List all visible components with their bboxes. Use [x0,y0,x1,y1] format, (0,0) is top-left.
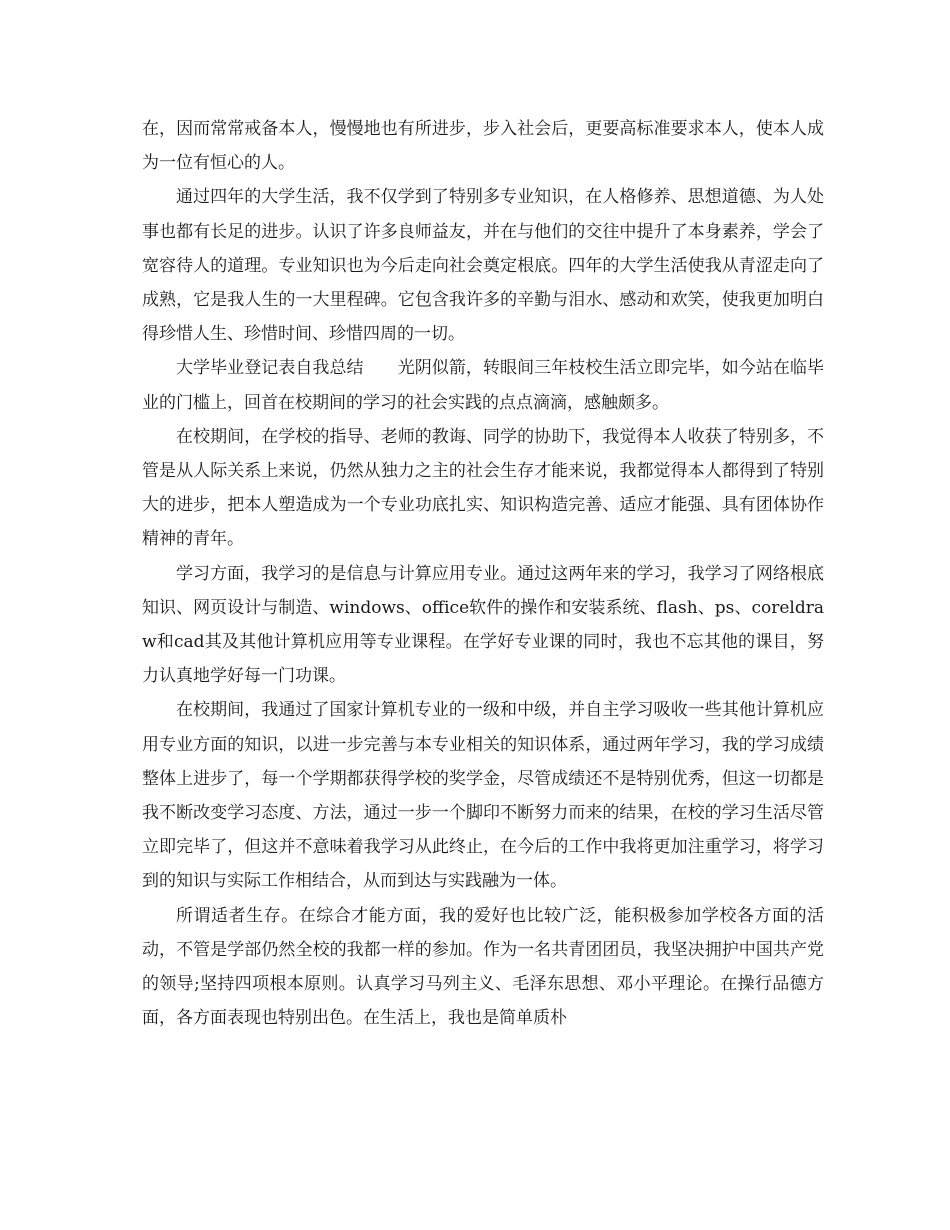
paragraph-4: 在校期间，在学校的指导、老师的教诲、同学的协助下，我觉得本人收获了特别多，不管是从人际关系上来说，仍然从独力之主的社会生存才能来说，我都觉得本人都得到了特别大的进步，把本人塑造成为一个专业功底扎实、知识构造完善、适应才能强、具有团体协作精神的青年。 [142,426,824,550]
paragraph-1: 在，因而常常戒备本人，慢慢地也有所进步，步入社会后，更要高标准要求本人，使本人成为一位有恒心的人。 [142,119,824,174]
document-body [142,112,824,1035]
paragraph-7: 所谓适者生存。在综合才能方面，我的爱好也比较广泛，能积极参加学校各方面的活动，不管是学部仍然全校的我都一样的参加。作为一名共青团团员，我坚决拥护中国共产党的领导;坚持四项根本原则。认真学习马列主义、毛泽东思想、邓小平理论。在操行品德方面，各方面表现也特别出色。在生活上，我也是简单质朴 [142,905,824,1029]
paragraph-2: 通过四年的大学生活，我不仅学到了特别多专业知识，在人格修养、思想道德、为人处事也都有长足的进步。认识了许多良师益友，并在与他们的交往中提升了本身素养，学会了宽容待人的道理。专业知识也为今后走向社会奠定根底。四年的大学生活使我从青涩走向了成熟，它是我人生的一大里程碑。它包含我许多的辛勤与泪水、感动和欢笑，使我更加明白得珍惜人生、珍惜时间、珍惜四周的一切。 [142,187,824,345]
paragraph-3: 大学毕业登记表自我总结 光阴似箭，转眼间三年枝校生活立即完毕，如今站在临毕业的门槛上，回首在校期间的学习的社会实践的点点滴滴，感触颇多。 [142,358,824,413]
paragraph-5: 学习方面，我学习的是信息与计算应用专业。通过这两年来的学习，我学习了网络根底知识、网页设计与制造、windows、office软件的操作和安装系统、flash、ps、coreldraw和cad其及其他计算机应用等专业课程。在学好专业课的同时，我也不忘其他的课目，努力认真地学好每一门功课。 [142,563,824,687]
paragraph-6: 在校期间，我通过了国家计算机专业的一级和中级，并自主学习吸收一些其他计算机应用专业方面的知识，以进一步完善与本专业相关的知识体系，通过两年学习，我的学习成绩整体上进步了，每一个学期都获得学校的奖学金，尽管成绩还不是特别优秀，但这一切都是我不断改变学习态度、方法，通过一步一个脚印不断努力而来的结果，在校的学习生活尽管立即完毕了，但这并不意味着我学习从此终止，在今后的工作中我将更加注重学习，将学习到的知识与实际工作相结合，从而到达与实践融为一体。 [142,700,824,892]
